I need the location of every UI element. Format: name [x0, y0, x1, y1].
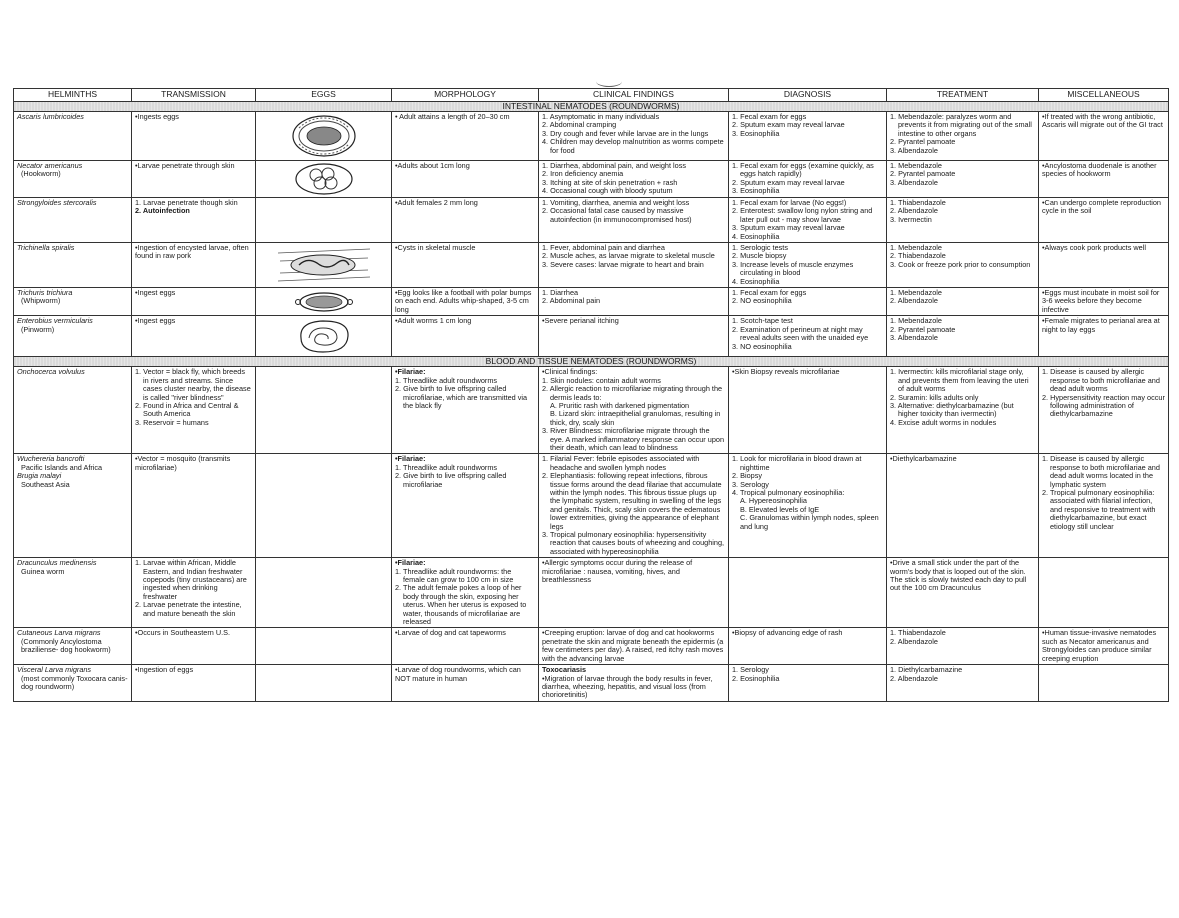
header-row [14, 89, 1169, 102]
hookworm-egg-drawing [256, 161, 391, 197]
diagnosis-line: 1. Fecal exam for eggs [732, 112, 807, 121]
treatment-line: 1. Mebendazole [890, 243, 942, 253]
helminth-cell [14, 112, 132, 161]
clinical-cell [539, 454, 729, 558]
diagnosis-line: 2. Muscle biopsy [732, 251, 787, 261]
table-row [14, 558, 1169, 628]
morphology-line: •Egg looks like a football with polar bumps on each end. Adults whip-shaped, 3-5 cm long [395, 288, 532, 314]
treatment-line: 2. Pyrantel pamoate [890, 324, 956, 334]
diagnosis-cell [729, 161, 887, 198]
table-row [14, 454, 1169, 558]
clinical-line: •Clinical findings: [542, 367, 598, 377]
helminth-name: Trichuris trichiura [17, 288, 73, 298]
helminth-common-name: Pacific Islands and Africa [21, 462, 103, 472]
transmission-line: 1. Vector = black fly, which breeds in rivers and streams. Since cases cluster nearby, the disease is called "river blindness" [135, 367, 251, 402]
clinical-cell [539, 112, 729, 161]
transmission-cell [132, 243, 256, 288]
table-row [14, 198, 1169, 243]
helminth-cell [14, 367, 132, 454]
clinical-cell [539, 316, 729, 357]
diagnosis-line: 2. Enterotest: swallow long nylon string and later pull out - may show larvae [732, 206, 873, 224]
section-title: INTESTINAL NEMATODES (ROUNDWORMS) [14, 102, 1169, 112]
treatment-line: 3. Albendazole [890, 145, 938, 155]
transmission-cell [132, 665, 256, 702]
diagnosis-cell [729, 112, 887, 161]
treatment-line: 3. Ivermectin [890, 214, 932, 224]
diagnosis-line: 4. Tropical pulmonary eosinophilia: [732, 487, 845, 497]
diagnosis-line: 4. Eosinophilia [732, 231, 780, 241]
helminth-cell [14, 316, 132, 357]
diagnosis-line: A. Hypereosinophilia [740, 496, 807, 506]
misc-line: •Human tissue-invasive nematodes such as Necator americanus and Strongyloides can produce similar creeping eruption [1042, 628, 1157, 663]
transmission-line: 2. Autoinfection [135, 206, 190, 216]
helminth-common-name: (Commonly Ancylostoma braziliense- dog hookworm) [21, 636, 111, 655]
transmission-cell [132, 558, 256, 628]
header-diagnosis: DIAGNOSIS [729, 89, 887, 102]
egg-cell [256, 288, 392, 316]
clinical-line: 1. Skin nodules: contain adult worms [542, 375, 661, 385]
misc-cell [1039, 112, 1169, 161]
treatment-line: 2. Albendazole [890, 206, 938, 216]
morphology-line: • Adult attains a length of 20–30 cm [395, 112, 510, 121]
diagnosis-line: 1. Serologic tests [732, 243, 788, 253]
trichuris-egg-drawing [256, 289, 391, 315]
treatment-line: 3. Albendazole [890, 177, 938, 187]
clinical-line: A. Pruritic rash with darkened pigmentation [550, 400, 690, 410]
clinical-line: 3. Dry cough and fever while larvae are in the lungs [542, 128, 709, 138]
misc-line: •Ancylostoma duodenale is another species of hookworm [1042, 161, 1157, 179]
clinical-line: 3. River Blindness: microfilariae migrate through the eye. A marked inflammatory response can occur upon their death, which can lead to blindness [542, 426, 724, 452]
clinical-line: 1. Diarrhea, abdominal pain, and weight loss [542, 161, 686, 170]
treatment-cell [887, 243, 1039, 288]
misc-line: •Female migrates to perianal area at night to lay eggs [1042, 316, 1160, 334]
helminth-cell [14, 198, 132, 243]
morphology-line: •Cysts in skeletal muscle [395, 243, 476, 253]
diagnosis-line: 2. Sputum exam may reveal larvae [732, 120, 845, 130]
clinical-cell [539, 628, 729, 665]
morphology-line: 1. Threadlike adult roundworms [395, 462, 498, 472]
diagnosis-line: 3. Increase levels of muscle enzymes circulating in blood [732, 259, 854, 278]
transmission-cell [132, 198, 256, 243]
transmission-line: •Ingest eggs [135, 316, 176, 326]
transmission-cell [132, 316, 256, 357]
diagnosis-line: •Biopsy of advancing edge of rash [732, 628, 843, 638]
transmission-cell [132, 367, 256, 454]
clinical-line: 3. Itching at site of skin penetration + rash [542, 177, 678, 187]
treatment-cell [887, 198, 1039, 243]
clinical-line: 4. Children may develop malnutrition as worms compete for food [542, 137, 724, 155]
header-miscellaneous: MISCELLANEOUS [1039, 89, 1169, 102]
morphology-line: •Adult females 2 mm long [395, 198, 478, 207]
treatment-cell [887, 288, 1039, 316]
transmission-cell [132, 288, 256, 316]
treatment-line: 1. Ivermectin: kills microfilarial stage only, and prevents them from leaving the uteri of adult worms [890, 367, 1029, 394]
egg-cell [256, 454, 392, 558]
transmission-cell [132, 161, 256, 198]
helminths-table [13, 88, 1169, 702]
table-row [14, 243, 1169, 288]
treatment-cell [887, 558, 1039, 628]
morphology-line: 2. Give birth to live offspring called microfilariae [395, 471, 507, 489]
header-transmission: TRANSMISSION [132, 89, 256, 102]
section-header-row [14, 357, 1169, 367]
helminth-cell [14, 243, 132, 288]
transmission-line: 2. Found in Africa and Central & South America [135, 400, 239, 419]
morphology-line: •Larvae of dog and cat tapeworms [395, 628, 506, 638]
treatment-line: 1. Diethylcarbamazine [890, 665, 963, 675]
misc-line: •Eggs must incubate in moist soil for 3-6 weeks before they become infective [1042, 288, 1160, 314]
egg-cell [256, 367, 392, 454]
clinical-cell [539, 198, 729, 243]
diagnosis-line: C. Granulomas within lymph nodes, spleen and lung [740, 513, 879, 531]
egg-cell [256, 558, 392, 628]
morphology-cell [392, 288, 539, 316]
diagnosis-line: 1. Fecal exam for eggs (examine quickly, as eggs hatch rapidly) [732, 161, 874, 179]
header-morphology: MORPHOLOGY [392, 89, 539, 102]
misc-cell [1039, 243, 1169, 288]
clinical-line: 2. Allergic reaction to microfilariae migrating through the dermis leads to: [542, 384, 723, 402]
header-clinical-findings: CLINICAL FINDINGS [539, 89, 729, 102]
table-body [14, 102, 1169, 702]
clinical-line: •Allergic symptoms occur during the release of microfilariae : nausea, vomiting, hives, and breathlessness [542, 558, 693, 585]
morphology-line: 1. Threadlike adult roundworms: the female can grow to 100 cm in size [395, 566, 514, 585]
misc-line: •Always cook pork products well [1042, 243, 1146, 253]
transmission-line: •Ingests eggs [135, 112, 179, 121]
clinical-line: 1. Diarrhea [542, 288, 579, 298]
helminth-common-name: (most commonly Toxocara canis- dog roundworm) [21, 673, 128, 691]
treatment-line: 1. Mebendazole [890, 316, 942, 326]
morphology-cell [392, 161, 539, 198]
misc-cell [1039, 161, 1169, 198]
morphology-cell [392, 628, 539, 665]
helminth-name: Onchocerca volvulus [17, 367, 85, 377]
misc-cell [1039, 454, 1169, 558]
diagnosis-line: 1. Look for microfilaria in blood drawn at nighttime [732, 454, 862, 472]
helminth-cell [14, 558, 132, 628]
table-row [14, 628, 1169, 665]
table-row [14, 367, 1169, 454]
diagnosis-cell [729, 367, 887, 454]
table-row [14, 316, 1169, 357]
diagnosis-line: 2. Examination of perineum at night may reveal adults seen with the unaided eye [732, 324, 869, 343]
treatment-cell [887, 316, 1039, 357]
morphology-line: 2. Give birth to live offspring called microfilariae, which are transmitted via the black fly [395, 384, 528, 410]
diagnosis-cell [729, 628, 887, 665]
morphology-line: •Adults about 1cm long [395, 161, 470, 170]
enterobius-egg-drawing [256, 316, 391, 356]
treatment-cell [887, 112, 1039, 161]
header-eggs: EGGS [256, 89, 392, 102]
diagnosis-line: B. Elevated levels of IgE [740, 504, 820, 514]
clinical-line: •Severe perianal itching [542, 316, 619, 326]
helminth-name: Trichinella spiralis [17, 243, 75, 253]
diagnosis-line: 2. Biopsy [732, 471, 763, 481]
morphology-cell [392, 112, 539, 161]
helminth-cell [14, 628, 132, 665]
treatment-cell [887, 161, 1039, 198]
section-title: BLOOD AND TISSUE NEMATODES (ROUNDWORMS) [14, 357, 1169, 367]
treatment-line: 1. Mebendazole: paralyzes worm and prevents it from migrating out of the small intestine to other organs [890, 112, 1032, 138]
misc-line: •If treated with the wrong antibiotic, Ascaris will migrate out of the GI tract [1042, 112, 1163, 130]
treatment-line: 3. Albendazole [890, 333, 938, 343]
transmission-line: •Occurs in Southeastern U.S. [135, 628, 231, 638]
transmission-line: •Ingest eggs [135, 288, 176, 298]
diagnosis-cell [729, 198, 887, 243]
diagnosis-line: 2. NO eosinophilia [732, 296, 792, 306]
egg-cell [256, 161, 392, 198]
misc-line: 2. Tropical pulmonary eosinophilia: associated with filarial infection, and responsive to treatment with diethylcarbamazine, but exact etiology still unclear [1042, 487, 1156, 531]
morphology-line: 2. The adult female pokes a loop of her body through the skin, exposing her uterus. When her uterus is exposed to water, thousands of microfilariae are released [395, 583, 527, 627]
clinical-line: 3. Severe cases: larvae migrate to heart and brain [542, 259, 704, 269]
diagnosis-line: 1. Serology [732, 665, 769, 675]
treatment-cell [887, 665, 1039, 702]
clinical-line: •Creeping eruption: larvae of dog and cat hookworms penetrate the skin and migrate beneath the epidermis (a few centimeters per day). A raised, red itchy rash moves with the advancing larvae [542, 628, 724, 663]
clinical-line: 2. Occasional fatal case caused by massive autoinfection (in immunocompromised host) [542, 206, 692, 224]
morphology-cell [392, 316, 539, 357]
ascaris-egg-drawing [256, 112, 391, 160]
morphology-line: •Filariae: [395, 367, 426, 377]
treatment-line: 1. Mebendazole [890, 161, 942, 170]
morphology-cell [392, 558, 539, 628]
morphology-cell [392, 454, 539, 558]
clinical-line: 1. Filarial Fever: febrile episodes associated with headache and swollen lymph nodes [542, 454, 700, 472]
treatment-line: 4. Excise adult worms in nodules [890, 417, 997, 427]
clinical-line: 4. Occasional cough with bloody sputum [542, 186, 673, 196]
egg-cell [256, 243, 392, 288]
transmission-line: •Larvae penetrate through skin [135, 161, 235, 170]
treatment-line: 1. Thiabendazole [890, 198, 946, 207]
treatment-cell [887, 628, 1039, 665]
morphology-cell [392, 665, 539, 702]
clinical-line: 3. Tropical pulmonary eosinophilia: hypersensitivity reaction that causes bouts of wheezing and coughing, associated with hypereosinophilia [542, 530, 725, 556]
morphology-cell [392, 367, 539, 454]
treatment-line: 1. Mebendazole [890, 288, 942, 298]
diagnosis-line: 3. Sputum exam may reveal larvae [732, 223, 845, 233]
treatment-line: 1. Thiabendazole [890, 628, 946, 638]
transmission-cell [132, 628, 256, 665]
table-row [14, 665, 1169, 702]
helminth-name-secondary: Brugia malayi [17, 471, 62, 481]
diagnosis-line: 1. Fecal exam for larvae (No eggs!) [732, 198, 847, 207]
clinical-line: B. Lizard skin: intraepithelial granulomas, resulting in thick, dry, scaly skin [550, 409, 721, 427]
diagnosis-cell [729, 558, 887, 628]
helminth-cell [14, 161, 132, 198]
section-header-row [14, 102, 1169, 112]
diagnosis-cell [729, 316, 887, 357]
egg-cell [256, 665, 392, 702]
helminth-cell [14, 454, 132, 558]
diagnosis-line: 2. Sputum exam may reveal larvae [732, 177, 845, 187]
clinical-line: Toxocariasis [542, 665, 587, 675]
clinical-line: 1. Asymptomatic in many individuals [542, 112, 660, 121]
helminth-name: Visceral Larva migrans [17, 665, 92, 675]
helminth-region: Southeast Asia [21, 479, 70, 489]
treatment-line: 2. Albendazole [890, 673, 938, 683]
helminth-name: Wuchereria bancrofti [17, 454, 85, 464]
morphology-line: •Adult worms 1 cm long [395, 316, 472, 326]
egg-cell [256, 112, 392, 161]
helminth-name: Ascaris lumbricoides [17, 112, 84, 121]
treatment-line: 2. Albendazole [890, 296, 938, 306]
clinical-cell [539, 367, 729, 454]
morphology-line: 1. Threadlike adult roundworms [395, 375, 498, 385]
diagnosis-line: 3. Serology [732, 479, 769, 489]
diagnosis-cell [729, 665, 887, 702]
transmission-line: 2. Larvae penetrate the intestine, and mature beneath the skin [135, 600, 242, 618]
diagnosis-line: •Skin Biopsy reveals microfilariae [732, 367, 840, 377]
treatment-line: 3. Cook or freeze pork prior to consumption [890, 259, 1031, 269]
table-row [14, 288, 1169, 316]
clinical-line: 2. Elephantiasis: following repeat infections, fibrous tissue forms around the dead filariae that accumulate within the lymph nodes. This fibrous tissue plugs up the lymphatic system, resulting in swelling of the legs and genitals. Thick, scaly skin covers the edematous lower extremities, giving the appearance of elephant legs [542, 471, 722, 531]
diagnosis-line: 3. Eosinophilia [732, 128, 780, 138]
clinical-line: •Migration of larvae through the body results in fever, diarrhea, wheezing, hepatitis, and visual loss (from chorioretinitis) [542, 673, 713, 700]
misc-line: 1. Disease is caused by allergic response to both microfilariae and dead adult worms located in the lymphatic system [1042, 454, 1160, 489]
morphology-line: •Filariae: [395, 454, 426, 464]
clinical-line: 2. Abdominal cramping [542, 120, 617, 130]
morphology-line: •Filariae: [395, 558, 426, 568]
diagnosis-cell [729, 454, 887, 558]
diagnosis-line: 3. NO eosinophilia [732, 341, 792, 351]
table-row [14, 161, 1169, 198]
misc-cell [1039, 628, 1169, 665]
transmission-cell [132, 112, 256, 161]
transmission-cell [132, 454, 256, 558]
scan-mark [596, 76, 622, 87]
diagnosis-line: 4. Eosinophilia [732, 276, 780, 286]
misc-cell [1039, 367, 1169, 454]
egg-cell [256, 628, 392, 665]
diagnosis-line: 2. Eosinophilia [732, 673, 780, 683]
helminth-name: Necator americanus [17, 161, 83, 170]
misc-line: 1. Disease is caused by allergic response to both microfilariae and dead adult worms [1042, 367, 1160, 394]
treatment-line: 2. Albendazole [890, 636, 938, 646]
header-treatment: TREATMENT [887, 89, 1039, 102]
treatment-line: •Drive a small stick under the part of the worm's body that is looped out of the skin. The stick is slowly twisted each day to pull out the 100 cm Dracunculus [890, 558, 1027, 593]
helminth-common-name: (Pinworm) [21, 324, 55, 334]
treatment-cell [887, 454, 1039, 558]
clinical-cell [539, 243, 729, 288]
transmission-line: •Ingestion of encysted larvae, often found in raw pork [135, 243, 249, 261]
helminth-cell [14, 288, 132, 316]
clinical-cell [539, 288, 729, 316]
morphology-cell [392, 243, 539, 288]
helminth-common-name: (Hookworm) [21, 169, 61, 179]
clinical-line: 1. Fever, abdominal pain and diarrhea [542, 243, 665, 253]
helminth-name: Enterobius vermicularis [17, 316, 93, 326]
clinical-cell [539, 558, 729, 628]
morphology-cell [392, 198, 539, 243]
clinical-cell [539, 161, 729, 198]
treatment-line: •Diethylcarbamazine [890, 454, 957, 464]
misc-cell [1039, 558, 1169, 628]
morphology-line: •Larvae of dog roundworms, which can NOT mature in human [395, 665, 521, 683]
helminth-name: Strongyloides stercoralis [17, 198, 97, 207]
egg-cell [256, 198, 392, 243]
misc-cell [1039, 665, 1169, 702]
helminth-common-name: (Whipworm) [21, 296, 61, 306]
helminth-common-name: Guinea worm [21, 566, 65, 576]
clinical-line: 2. Muscle aches, as larvae migrate to skeletal muscle [542, 251, 715, 261]
egg-cell [256, 316, 392, 357]
clinical-cell [539, 665, 729, 702]
helminth-cell [14, 665, 132, 702]
diagnosis-line: 3. Eosinophilia [732, 186, 780, 196]
transmission-line: 3. Reservoir = humans [135, 417, 209, 427]
clinical-line: 1. Vomiting, diarrhea, anemia and weight loss [542, 198, 690, 207]
helminth-name: Cutaneous Larva migrans [17, 628, 101, 638]
treatment-line: 3. Alternative: diethylcarbamazine (but higher toxicity than ivermectin) [890, 400, 1014, 419]
misc-line: •Can undergo complete reproduction cycle in the soil [1042, 198, 1161, 216]
treatment-line: 2. Suramin: kills adults only [890, 392, 979, 402]
misc-cell [1039, 316, 1169, 357]
diagnosis-cell [729, 243, 887, 288]
transmission-line: 1. Larvae within African, Middle Eastern, and Indian freshwater copepods (tiny crustaceans) are ingested when drinking freshwater [135, 558, 247, 601]
transmission-line: •Ingestion of eggs [135, 665, 194, 675]
diagnosis-line: 1. Fecal exam for eggs [732, 288, 807, 298]
trichinella-egg-drawing [256, 243, 391, 287]
helminth-name: Dracunculus medinensis [17, 558, 97, 568]
misc-cell [1039, 198, 1169, 243]
treatment-line: 2. Thiabendazole [890, 251, 946, 261]
treatment-line: 2. Pyrantel pamoate [890, 169, 956, 179]
treatment-cell [887, 367, 1039, 454]
diagnosis-line: 1. Scotch-tape test [732, 316, 793, 326]
clinical-line: 2. Abdominal pain [542, 296, 601, 306]
transmission-line: •Vector = mosquito (transmits microfilariae) [135, 454, 231, 472]
treatment-line: 2. Pyrantel pamoate [890, 137, 956, 147]
diagnosis-cell [729, 288, 887, 316]
table-row [14, 112, 1169, 161]
clinical-line: 2. Iron deficiency anemia [542, 169, 624, 179]
header-helminths: HELMINTHS [14, 89, 132, 102]
transmission-line: 1. Larvae penetrate though skin [135, 198, 238, 207]
misc-cell [1039, 288, 1169, 316]
helminths-table-page [13, 88, 1168, 702]
misc-line: 2. Hypersensitivity reaction may occur following administration of diethylcarbamazine [1042, 392, 1165, 419]
